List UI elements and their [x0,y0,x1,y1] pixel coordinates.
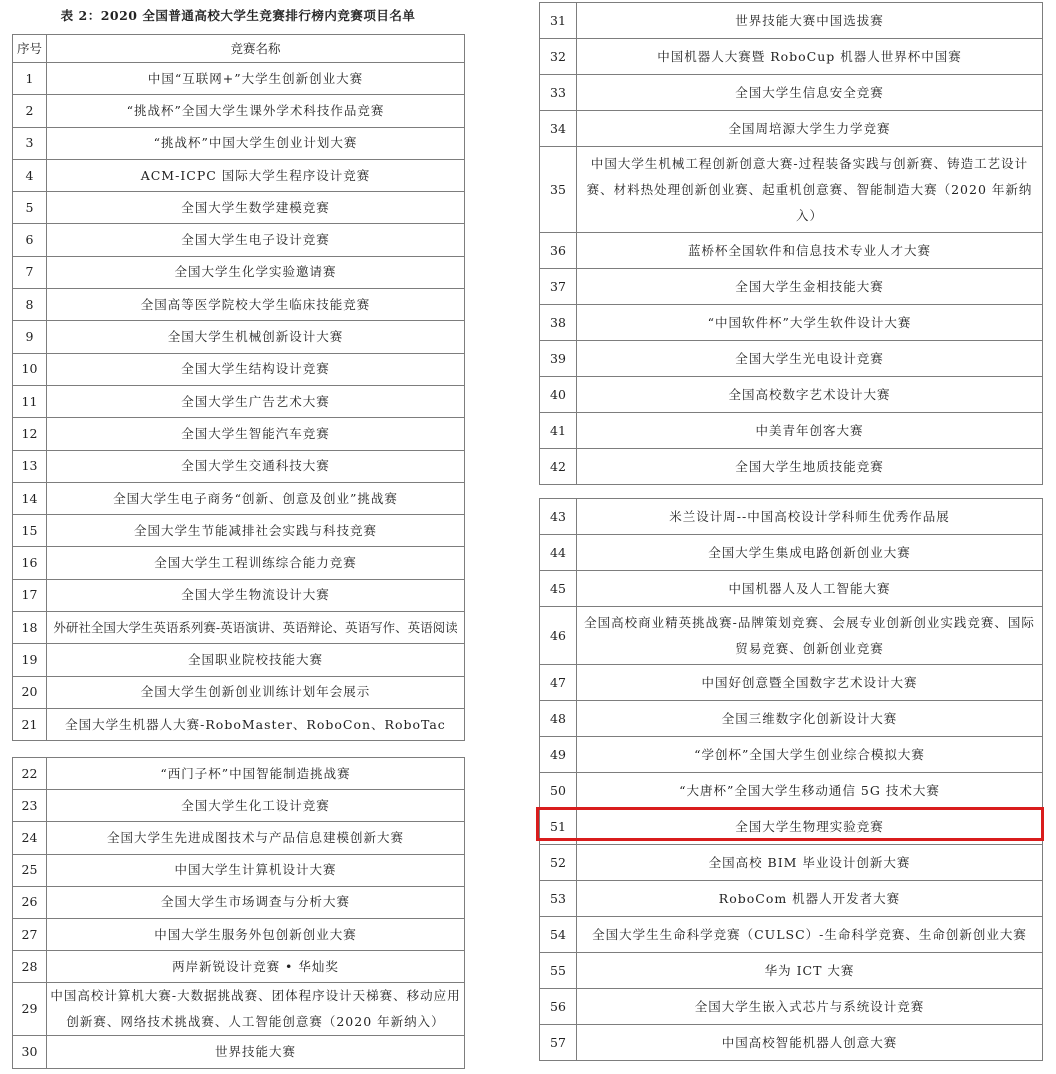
competition-name: 两岸新锐设计竞赛 • 华灿奖 [47,951,465,983]
table-row [13,127,465,159]
competition-name: ACM-ICPC 国际大学生程序设计竞赛 [47,159,465,191]
table-row [540,341,1043,377]
table-row [13,353,465,385]
row-number: 21 [13,708,47,740]
table-row [13,854,465,886]
row-number: 39 [540,341,577,377]
table-row [13,418,465,450]
competition-name: 全国大学生物理实验竞赛 [577,809,1043,845]
row-number: 16 [13,547,47,579]
header-num: 序号 [13,35,47,63]
row-number: 53 [540,881,577,917]
row-number: 57 [540,1025,577,1061]
competition-name: 全国大学生电子商务“创新、创意及创业”挑战赛 [47,482,465,514]
row-number: 50 [540,773,577,809]
table-row [13,289,465,321]
competition-name: 全国大学生先进成图技术与产品信息建模创新大赛 [47,822,465,854]
table-row [13,95,465,127]
table-row [13,547,465,579]
competition-name: 全国大学生生命科学竞赛（CULSC）-生命科学竞赛、生命创新创业大赛 [577,917,1043,953]
table-row [540,917,1043,953]
table-row [13,983,465,1036]
competition-name: 世界技能大赛中国选拔赛 [577,3,1043,39]
row-number: 45 [540,571,577,607]
table-row [540,845,1043,881]
table-row [13,822,465,854]
competition-name: 全国大学生工程训练综合能力竞赛 [47,547,465,579]
table-row [540,147,1043,233]
row-number: 3 [13,127,47,159]
table-row [13,886,465,918]
competition-table-2 [12,757,465,1069]
row-number: 33 [540,75,577,111]
row-number: 13 [13,450,47,482]
row-number: 9 [13,321,47,353]
table-row [540,989,1043,1025]
table-row [13,224,465,256]
row-number: 36 [540,233,577,269]
table-row [540,449,1043,485]
row-number: 41 [540,413,577,449]
competition-name: 全国大学生物流设计大赛 [47,579,465,611]
table-header-row [13,35,465,63]
competition-name: 中国高校智能机器人创意大赛 [577,1025,1043,1061]
row-number: 46 [540,607,577,665]
table-row [540,269,1043,305]
table-row [13,192,465,224]
table-row [540,953,1043,989]
competition-name: 米兰设计周--中国高校设计学科师生优秀作品展 [577,499,1043,535]
competition-name: 全国高校 BIM 毕业设计创新大赛 [577,845,1043,881]
competition-name: “挑战杯”全国大学生课外学术科技作品竞赛 [47,95,465,127]
competition-name: 全国大学生集成电路创新创业大赛 [577,535,1043,571]
row-number: 28 [13,951,47,983]
table-row [13,159,465,191]
competition-name: 全国大学生结构设计竞赛 [47,353,465,385]
competition-name: 中国机器人大赛暨 RoboCup 机器人世界杯中国赛 [577,39,1043,75]
row-number: 6 [13,224,47,256]
row-number: 30 [13,1036,47,1068]
competition-table-4 [539,498,1043,1061]
competition-table-3 [539,2,1043,485]
row-number: 32 [540,39,577,75]
row-number: 23 [13,790,47,822]
competition-name: 全国职业院校技能大赛 [47,644,465,676]
competition-name: 全国周培源大学生力学竞赛 [577,111,1043,147]
row-number: 48 [540,701,577,737]
table-row [13,918,465,950]
competition-name: 全国大学生创新创业训练计划年会展示 [47,676,465,708]
table-row [540,499,1043,535]
competition-name: “西门子杯”中国智能制造挑战赛 [47,758,465,790]
table-row [13,321,465,353]
table-row [13,63,465,95]
highlight-box-row-51 [536,807,1044,841]
table-row [540,773,1043,809]
table-row [540,39,1043,75]
row-number: 43 [540,499,577,535]
table-caption: 表 2：2020 全国普通高校大学生竞赛排行榜内竞赛项目名单 [60,8,416,23]
row-number: 24 [13,822,47,854]
competition-name: 中国高校计算机大赛-大数据挑战赛、团体程序设计天梯赛、移动应用创新赛、网络技术挑战赛、人工智能创意赛（2020 年新纳入） [47,983,465,1036]
competition-name: 全国三维数字化创新设计大赛 [577,701,1043,737]
table-row [540,3,1043,39]
row-number: 1 [13,63,47,95]
table-row [13,612,465,644]
table-row [13,256,465,288]
table-row [13,708,465,740]
competition-name: 全国大学生信息安全竞赛 [577,75,1043,111]
competition-name: “学创杯”全国大学生创业综合模拟大赛 [577,737,1043,773]
row-number: 22 [13,758,47,790]
row-number: 54 [540,917,577,953]
competition-name: 中美青年创客大赛 [577,413,1043,449]
competition-name: 全国大学生机器人大赛-RoboMaster、RoboCon、RoboTac [47,708,465,740]
row-number: 55 [540,953,577,989]
competition-name: 全国大学生节能减排社会实践与科技竞赛 [47,515,465,547]
row-number: 35 [540,147,577,233]
table-row [13,1036,465,1068]
competition-name: 外研社全国大学生英语系列赛-英语演讲、英语辩论、英语写作、英语阅读 [47,612,465,644]
table-row [540,535,1043,571]
competition-name: 蓝桥杯全国软件和信息技术专业人才大赛 [577,233,1043,269]
table-row [13,951,465,983]
table-row [540,701,1043,737]
table-row [13,385,465,417]
competition-name: 全国高等医学院校大学生临床技能竞赛 [47,289,465,321]
table-row [13,790,465,822]
competition-name: 世界技能大赛 [47,1036,465,1068]
competition-name: “挑战杯”中国大学生创业计划大赛 [47,127,465,159]
row-number: 10 [13,353,47,385]
competition-name: 中国机器人及人工智能大赛 [577,571,1043,607]
competition-name: 全国大学生市场调查与分析大赛 [47,886,465,918]
competition-name: RoboCom 机器人开发者大赛 [577,881,1043,917]
row-number: 31 [540,3,577,39]
competition-name: 全国大学生光电设计竞赛 [577,341,1043,377]
competition-name: 全国大学生化工设计竞赛 [47,790,465,822]
row-number: 51 [540,809,577,845]
row-number: 4 [13,159,47,191]
table-row [13,515,465,547]
row-number: 19 [13,644,47,676]
competition-name: 全国大学生交通科技大赛 [47,450,465,482]
row-number: 25 [13,854,47,886]
table-row [540,377,1043,413]
competition-name: 中国大学生计算机设计大赛 [47,854,465,886]
table-row [540,1025,1043,1061]
row-number: 15 [13,515,47,547]
competition-name: 中国大学生机械工程创新创意大赛-过程装备实践与创新赛、铸造工艺设计赛、材料热处理创新创业赛、起重机创意赛、智能制造大赛（2020 年新纳入） [577,147,1043,233]
competition-name: “中国软件杯”大学生软件设计大赛 [577,305,1043,341]
row-number: 49 [540,737,577,773]
competition-name: 全国大学生广告艺术大赛 [47,385,465,417]
header-name: 竞赛名称 [47,35,465,63]
table-row [540,413,1043,449]
table-row [540,665,1043,701]
row-number: 56 [540,989,577,1025]
table-row [13,450,465,482]
competition-name: 全国大学生电子设计竞赛 [47,224,465,256]
row-number: 12 [13,418,47,450]
competition-name: 全国大学生智能汽车竞赛 [47,418,465,450]
table-row [13,676,465,708]
row-number: 38 [540,305,577,341]
competition-name: 全国大学生地质技能竞赛 [577,449,1043,485]
row-number: 2 [13,95,47,127]
table-row [13,644,465,676]
table-row [540,75,1043,111]
row-number: 37 [540,269,577,305]
competition-table-1 [12,34,465,741]
row-number: 20 [13,676,47,708]
competition-name: 华为 ICT 大赛 [577,953,1043,989]
row-number: 52 [540,845,577,881]
competition-name: 全国大学生嵌入式芯片与系统设计竞赛 [577,989,1043,1025]
competition-name: 全国大学生金相技能大赛 [577,269,1043,305]
table-row [540,737,1043,773]
table-row [13,482,465,514]
row-number: 44 [540,535,577,571]
table-row [13,579,465,611]
row-number: 5 [13,192,47,224]
row-number: 7 [13,256,47,288]
table-row [540,881,1043,917]
row-number: 47 [540,665,577,701]
table-row [13,758,465,790]
row-number: 26 [13,886,47,918]
table-row [540,111,1043,147]
competition-name: 全国高校数字艺术设计大赛 [577,377,1043,413]
row-number: 34 [540,111,577,147]
competition-name: 全国大学生化学实验邀请赛 [47,256,465,288]
table-row [540,571,1043,607]
row-number: 11 [13,385,47,417]
competition-name: 中国大学生服务外包创新创业大赛 [47,918,465,950]
competition-name: 中国好创意暨全国数字艺术设计大赛 [577,665,1043,701]
row-number: 27 [13,918,47,950]
table-row [540,233,1043,269]
table-row [540,607,1043,665]
competition-name: “大唐杯”全国大学生移动通信 5G 技术大赛 [577,773,1043,809]
row-number: 17 [13,579,47,611]
row-number: 29 [13,983,47,1036]
row-number: 14 [13,482,47,514]
row-number: 8 [13,289,47,321]
competition-name: 全国大学生数学建模竞赛 [47,192,465,224]
row-number: 18 [13,612,47,644]
row-number: 40 [540,377,577,413]
row-number: 42 [540,449,577,485]
table-row [540,305,1043,341]
competition-name: 全国大学生机械创新设计大赛 [47,321,465,353]
competition-name: 全国高校商业精英挑战赛-品牌策划竞赛、会展专业创新创业实践竞赛、国际贸易竞赛、创新创业竞赛 [577,607,1043,665]
competition-name: 中国“互联网+”大学生创新创业大赛 [47,63,465,95]
